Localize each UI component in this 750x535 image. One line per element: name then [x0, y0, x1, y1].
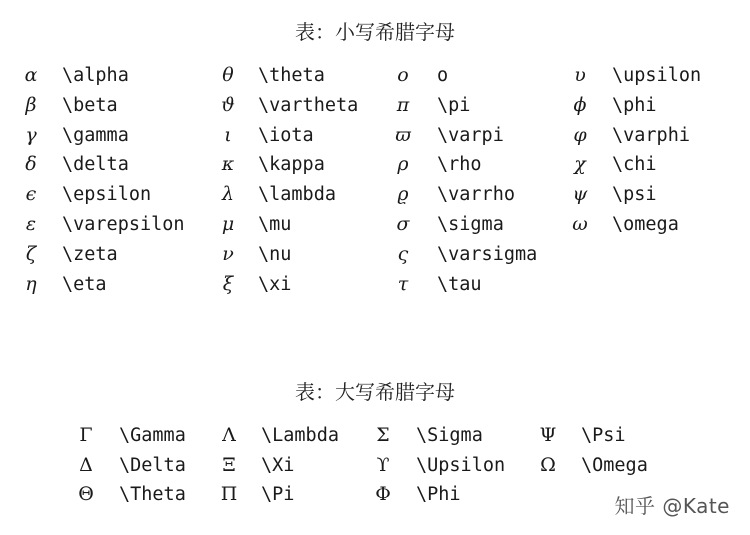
- latex-command: \sigma: [437, 214, 504, 235]
- greek-symbol: π: [396, 93, 410, 116]
- latex-command: \Omega: [581, 454, 648, 476]
- latex-command: \varrho: [437, 184, 515, 206]
- latex-command: \Sigma: [416, 425, 483, 446]
- uppercase-caption: 表：大写希腊字母: [295, 380, 455, 404]
- latex-command: \psi: [612, 184, 657, 206]
- latex-command: \Upsilon: [416, 454, 506, 476]
- greek-symbol: κ: [221, 153, 235, 176]
- latex-command: \eta: [62, 273, 107, 295]
- latex-command: \delta: [62, 154, 129, 176]
- greek-symbol: ο: [397, 64, 409, 86]
- greek-symbol: Σ: [376, 424, 390, 446]
- latex-command: \varepsilon: [62, 214, 185, 235]
- greek-symbol: ι: [224, 123, 232, 146]
- latex-command: o: [437, 65, 449, 86]
- latex-command: \Lambda: [261, 425, 339, 446]
- greek-symbol: μ: [221, 213, 235, 235]
- latex-command: \kappa: [258, 154, 325, 176]
- greek-symbol: Δ: [79, 453, 93, 476]
- watermark: 知乎 @Kate: [614, 494, 730, 518]
- latex-command: \upsilon: [612, 65, 702, 86]
- greek-symbol: α: [24, 64, 38, 86]
- latex-command: \pi: [437, 94, 471, 116]
- greek-symbol: τ: [397, 272, 409, 295]
- greek-symbol: ω: [572, 213, 588, 235]
- greek-symbol: ε: [25, 213, 37, 235]
- latex-command: \beta: [62, 94, 118, 116]
- greek-symbol: χ: [574, 153, 586, 176]
- latex-command: \Delta: [119, 454, 186, 476]
- greek-symbol: σ: [396, 213, 410, 235]
- greek-symbol: η: [25, 272, 37, 295]
- latex-command: \Theta: [119, 484, 186, 506]
- greek-symbol: ϕ: [573, 93, 587, 116]
- latex-command: \gamma: [62, 124, 129, 146]
- latex-command: \chi: [612, 154, 657, 176]
- greek-symbol: Λ: [222, 424, 236, 446]
- greek-symbol: β: [25, 93, 37, 116]
- greek-symbol: ξ: [222, 272, 234, 295]
- greek-symbol: Φ: [375, 483, 391, 506]
- greek-symbol: Θ: [78, 483, 94, 506]
- greek-symbol: γ: [25, 123, 37, 146]
- lowercase-caption: 表：小写希腊字母: [295, 20, 455, 44]
- greek-symbol: ν: [222, 242, 234, 265]
- latex-command: \varphi: [612, 124, 690, 146]
- latex-command: \varsigma: [437, 243, 538, 265]
- greek-symbol: Ω: [540, 453, 556, 476]
- greek-symbol: ρ: [397, 153, 409, 176]
- latex-command: \varpi: [437, 124, 504, 146]
- greek-symbol: Γ: [79, 424, 93, 446]
- latex-command: \Phi: [416, 484, 461, 506]
- latex-command: \Pi: [261, 484, 295, 506]
- latex-command: \Xi: [261, 454, 295, 476]
- latex-command: \theta: [258, 65, 325, 86]
- latex-command: \phi: [612, 94, 657, 116]
- latex-command: \mu: [258, 214, 292, 235]
- greek-symbol: ζ: [25, 242, 37, 265]
- latex-command: \alpha: [62, 65, 129, 86]
- latex-command: \zeta: [62, 243, 118, 265]
- greek-symbol: ϵ: [25, 183, 37, 206]
- greek-symbol: ς: [397, 242, 409, 265]
- greek-symbol: ϑ: [221, 93, 235, 116]
- greek-symbol: Ξ: [222, 453, 236, 476]
- latex-command: \tau: [437, 273, 482, 295]
- latex-command: \Psi: [581, 425, 626, 446]
- latex-command: \omega: [612, 214, 679, 235]
- greek-symbol: ψ: [572, 183, 588, 206]
- greek-symbol: θ: [222, 64, 234, 86]
- greek-symbol: δ: [25, 153, 37, 176]
- greek-symbol: ϖ: [395, 123, 411, 146]
- latex-command: \rho: [437, 154, 482, 176]
- latex-command: \lambda: [258, 184, 336, 206]
- greek-symbol: Ψ: [539, 424, 557, 446]
- latex-command: \epsilon: [62, 184, 152, 206]
- latex-command: \xi: [258, 273, 292, 295]
- greek-symbol: φ: [573, 123, 587, 146]
- greek-symbol: λ: [221, 183, 235, 206]
- greek-symbol: υ: [574, 64, 586, 86]
- latex-command: \vartheta: [258, 94, 359, 116]
- greek-symbol: ϒ: [376, 453, 390, 476]
- latex-command: \nu: [258, 243, 292, 265]
- latex-command: \iota: [258, 124, 314, 146]
- greek-symbol: Π: [220, 483, 238, 506]
- greek-symbol: ϱ: [397, 183, 409, 206]
- latex-command: \Gamma: [119, 425, 186, 446]
